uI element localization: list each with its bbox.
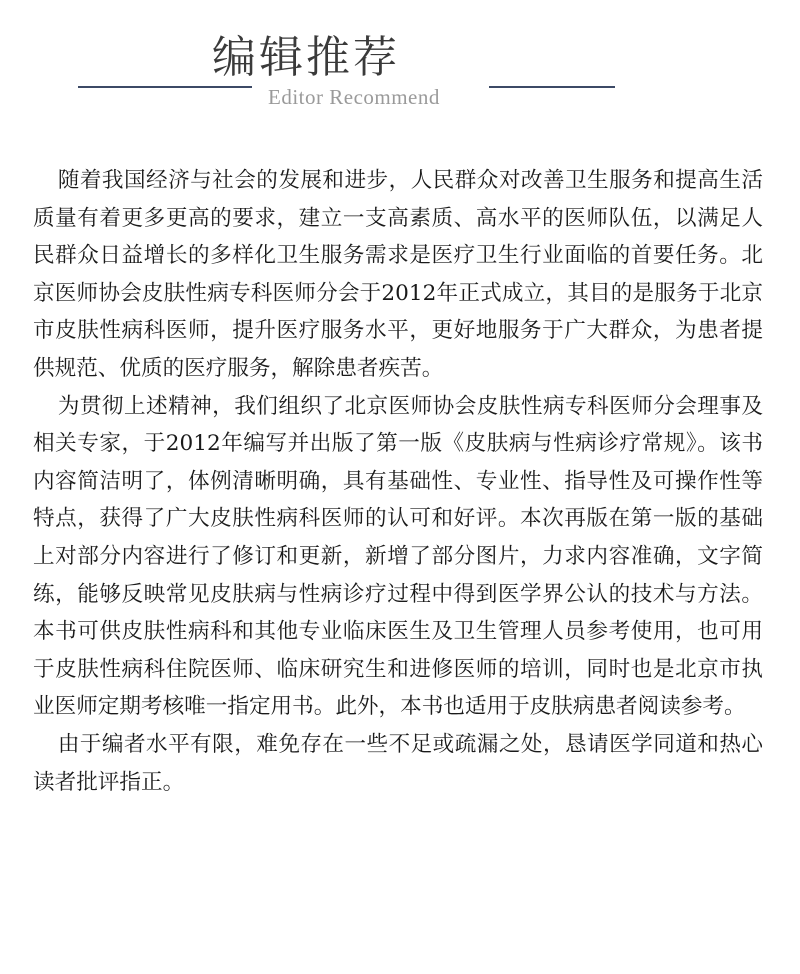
section-title: 编辑推荐 <box>212 32 400 83</box>
section-subtitle: Editor Recommend <box>268 85 440 109</box>
header-rule-right <box>489 86 615 88</box>
paragraph-1: 随着我国经济与社会的发展和进步，人民群众对改善卫生服务和提高生活质量有着更多更高的要求，建立一支高素质、高水平的医师队伍，以满足人民群众日益增长的多样化卫生服务需求是医疗卫生行业面临的首要任务。北京医师协会皮肤性病专科医师分会于2012年正式成立，其目的是服务于北京市皮肤性病科医师，提升医疗服务水平，更好地服务于广大群众，为患者提供规范、优质的医疗服务，解除患者疾苦。 <box>33 168 763 381</box>
paragraph-3: 由于编者水平有限，难免存在一些不足或疏漏之处，恳请医学同道和热心读者批评指正。 <box>33 731 763 795</box>
paragraph-2: 为贯彻上述精神，我们组织了北京医师协会皮肤性病专科医师分会理事及相关专家，于2012年编写并出版了第一版《皮肤病与性病诊疗常规》。该书内容简洁明了，体例清晰明确，具有基础性、专业性、指导性及可操作性等特点，获得了广大皮肤性病科医师的认可和好评。本次再版在第一版的基础上对部分内容进行了修订和更新，新增了部分图片，力求内容准确，文字简练，能够反映常见皮肤病与性病诊疗过程中得到医学界公认的技术与方法。本书可供皮肤性病科和其他专业临床医生及卫生管理人员参考使用，也可用于皮肤性病科住院医师、临床研究生和进修医师的培训，同时也是北京市执业医师定期考核唯一指定用书。此外，本书也适用于皮肤病患者阅读参考。 <box>33 393 763 720</box>
recommendation-body <box>33 162 763 801</box>
section-header <box>0 0 800 120</box>
header-rule-left <box>78 86 252 88</box>
